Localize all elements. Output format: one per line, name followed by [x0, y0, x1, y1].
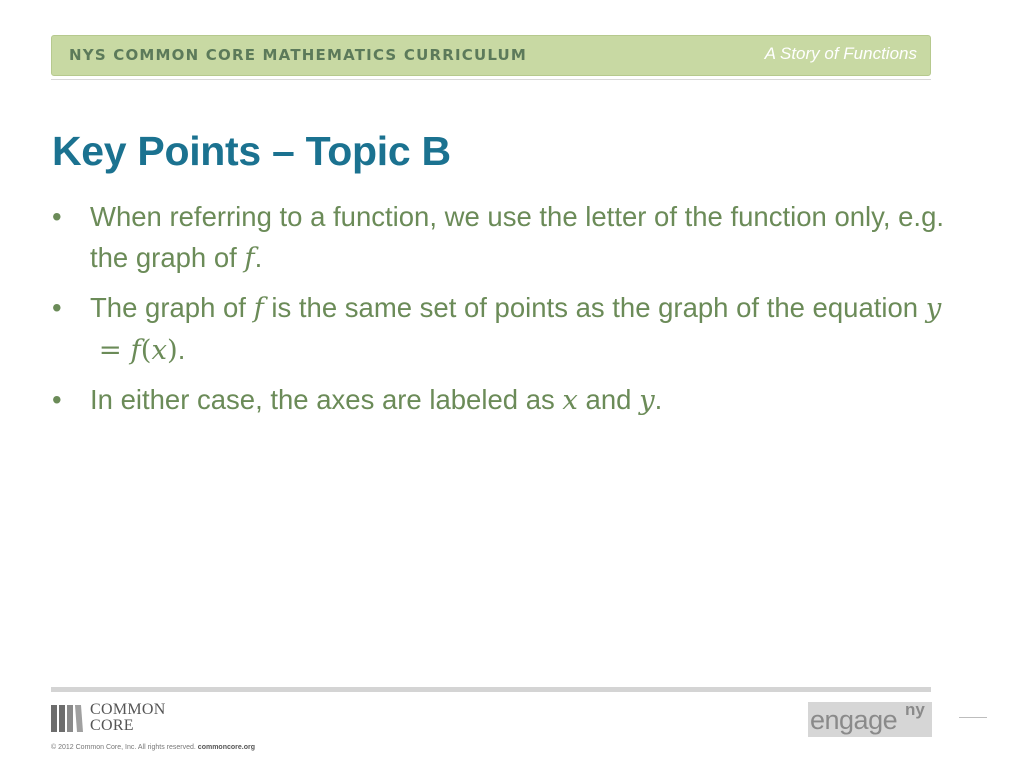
story-label: A Story of Functions — [764, 44, 917, 63]
engage-wordmark: engage — [810, 705, 898, 735]
math-x: x — [151, 334, 167, 366]
slide-title: Key Points – Topic B — [52, 128, 451, 174]
list-item — [52, 196, 967, 279]
bullet-text: The graph of — [90, 292, 254, 323]
math-equals: = — [90, 334, 131, 366]
math-x: x — [562, 384, 578, 416]
logo-line-2: CORE — [90, 717, 134, 734]
math-paren-close: ) — [166, 334, 178, 366]
bullet-text: When referring to a function, we use the letter of the function only, e.g. the graph of — [90, 201, 945, 273]
math-f: f — [244, 242, 255, 274]
math-f: f — [130, 334, 141, 366]
header-bar — [51, 35, 931, 76]
side-dash — [959, 717, 987, 718]
logo-line-1: COMMON — [90, 701, 166, 718]
math-f: f — [253, 292, 264, 324]
bullet-end: . — [254, 242, 263, 273]
copyright-link[interactable]: commoncore.org — [197, 744, 255, 751]
bullet-end: . — [654, 384, 663, 415]
engage-superscript: ny — [905, 700, 925, 719]
copyright-notice — [51, 744, 255, 751]
math-y: y — [925, 292, 942, 324]
bullet-text-2: and — [577, 384, 640, 415]
curriculum-label: NYS COMMON CORE MATHEMATICS CURRICULUM — [69, 46, 528, 64]
list-item — [52, 379, 967, 421]
bullet-text-2: is the same set of points as the graph of the equation — [263, 292, 926, 323]
common-core-logo-icon — [51, 705, 83, 732]
math-paren-open: ( — [140, 334, 152, 366]
common-core-wordmark — [90, 702, 166, 734]
list-item — [52, 287, 967, 371]
bullet-dot: • — [52, 384, 62, 415]
key-points-list — [52, 196, 967, 429]
engageny-logo — [808, 702, 932, 737]
header-divider — [51, 79, 931, 80]
bullet-dot: • — [52, 201, 62, 232]
copyright-text: © 2012 Common Core, Inc. All rights reserved. — [51, 744, 196, 751]
footer-divider — [51, 687, 931, 692]
bullet-end: . — [177, 334, 186, 365]
bullet-text: In either case, the axes are labeled as — [90, 384, 563, 415]
math-y: y — [639, 384, 655, 416]
bullet-dot: • — [52, 292, 62, 323]
